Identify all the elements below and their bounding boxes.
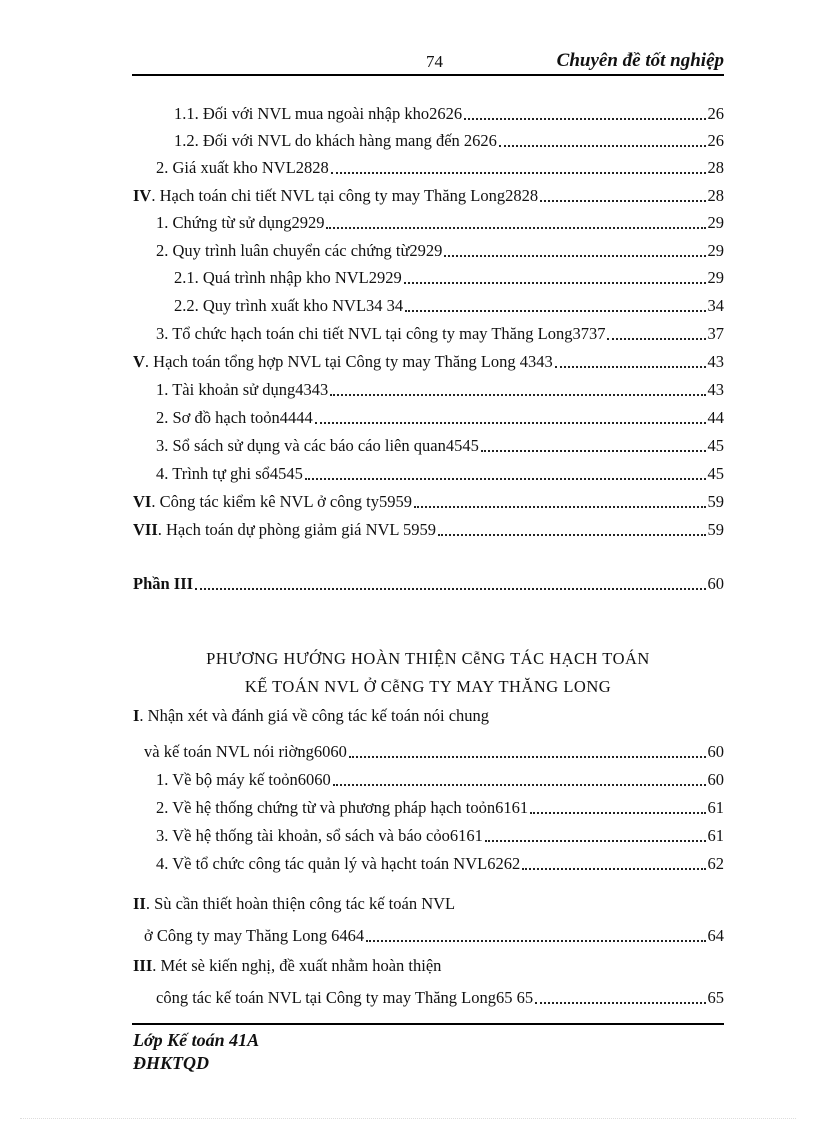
toc-entry-number: I xyxy=(133,706,140,725)
toc-entry-text: 2. Sơ đồ hạch toỏn4444 xyxy=(156,408,313,427)
leader-dots xyxy=(349,742,706,758)
toc-entry-page: 59 xyxy=(707,492,724,511)
leader-dots xyxy=(405,296,705,312)
leader-dots xyxy=(333,770,706,786)
leader-dots xyxy=(404,268,706,284)
toc-entry-page: 43 xyxy=(707,352,724,371)
toc-entry-text: 1.1. Đối với NVL mua ngoài nhập kho2626 xyxy=(174,104,463,123)
leader-dots xyxy=(195,574,705,590)
toc-entry-number: II xyxy=(133,894,146,913)
footer-university: ĐHKTQD xyxy=(133,1053,209,1073)
toc-entry-page: 34 xyxy=(707,296,724,315)
toc-entry-text: . Nhận xét và đánh giá về công tác kế toán nói chung xyxy=(139,706,490,725)
leader-dots xyxy=(555,352,706,368)
page-edge xyxy=(20,1118,796,1119)
page-number: 74 xyxy=(426,52,443,71)
toc-entry[interactable] xyxy=(144,734,724,762)
leader-dots xyxy=(485,826,706,842)
toc-part-heading[interactable] xyxy=(133,566,724,594)
toc-entry[interactable] xyxy=(133,512,724,540)
leader-dots xyxy=(444,241,705,257)
toc-entry-text: 1. Tài khoản sử dụng4343 xyxy=(156,380,329,399)
toc-entry-text: . Hạch toán dự phòng giảm giá NVL 5959 xyxy=(157,520,437,539)
toc-entry[interactable] xyxy=(174,260,724,288)
toc-entry-text: . Công tác kiểm kê NVL ở công ty5959 xyxy=(151,492,412,511)
toc-entry-page: 60 xyxy=(707,742,724,761)
toc-entry-text: 3. Sổ sách sử dụng và các báo cáo liên quan4545 xyxy=(156,436,479,455)
toc-entry-text: . Sù cần thiết hoàn thiện công tác kế toán NVL xyxy=(145,894,456,913)
toc-entry[interactable] xyxy=(174,288,724,316)
toc-entry[interactable] xyxy=(156,150,724,178)
leader-dots xyxy=(438,520,705,536)
leader-dots xyxy=(330,380,705,396)
toc-entry-text: và kế toán NVL nói riờng6060 xyxy=(144,742,347,761)
toc-entry-text: ở Công ty may Thăng Long 6464 xyxy=(144,926,365,945)
toc-entry[interactable] xyxy=(156,846,724,874)
leader-dots xyxy=(331,158,706,174)
toc-entry[interactable] xyxy=(156,372,724,400)
toc-entry[interactable] xyxy=(133,344,724,372)
toc-entry-first-line[interactable] xyxy=(133,894,455,914)
toc-entry-text: 2. Về hệ thống chứng từ và phương pháp hạch toỏn6161 xyxy=(156,798,529,817)
leader-dots xyxy=(326,213,705,229)
footer-rule xyxy=(132,1023,724,1025)
toc-entry[interactable] xyxy=(156,762,724,790)
leader-dots xyxy=(540,186,705,202)
leader-dots xyxy=(305,464,706,480)
toc-entry[interactable] xyxy=(133,178,724,206)
toc-entry-text: 4. Về tổ chức công tác quản lý và hạcht toán NVL6262 xyxy=(156,854,521,873)
toc-entry-text: 2.1. Quá trình nhập kho NVL2929 xyxy=(174,268,402,287)
toc-entry-page: 44 xyxy=(707,408,724,427)
toc-entry-text: 3. Tổ chức hạch toán chi tiết NVL tại công ty may Thăng Long3737 xyxy=(156,324,606,343)
toc-entry[interactable] xyxy=(156,456,724,484)
toc-entry[interactable] xyxy=(156,205,724,233)
leader-dots xyxy=(607,324,705,340)
leader-dots xyxy=(366,926,705,942)
header-title: Chuyên đề tốt nghiệp xyxy=(556,50,724,71)
toc-entry-text: 2.2. Quy trình xuất kho NVL34 34 xyxy=(174,296,404,315)
leader-dots xyxy=(464,104,705,120)
toc-entry-page: 64 xyxy=(707,926,724,945)
toc-entry[interactable] xyxy=(156,400,724,428)
toc-entry-page: 65 xyxy=(707,988,724,1007)
toc-entry-number: III xyxy=(133,956,153,975)
toc-entry[interactable] xyxy=(156,316,724,344)
toc-entry-number: IV xyxy=(133,186,152,205)
toc-entry-page: 26 xyxy=(707,104,724,123)
toc-entry-page: 28 xyxy=(707,158,724,177)
toc-entry-number: VII xyxy=(133,520,158,539)
toc-entry-page: 62 xyxy=(707,854,724,873)
leader-dots xyxy=(535,988,705,1004)
toc-entry-page: 61 xyxy=(707,826,724,845)
toc-entry-text: 1. Chứng từ sử dụng2929 xyxy=(156,213,325,232)
toc-entry-page: 43 xyxy=(707,380,724,399)
toc-entry-number: V xyxy=(133,352,145,371)
toc-entry[interactable] xyxy=(174,96,724,124)
toc-part-number: Phần III xyxy=(133,574,194,593)
toc-entry-page: 45 xyxy=(707,464,724,483)
leader-dots xyxy=(530,798,705,814)
toc-entry-page: 45 xyxy=(707,436,724,455)
toc-entry[interactable] xyxy=(133,484,724,512)
toc-entry-first-line[interactable] xyxy=(133,706,489,726)
leader-dots xyxy=(481,436,706,452)
toc-entry-text: . Hạch toán chi tiết NVL tại công ty may Thăng Long2828 xyxy=(151,186,539,205)
footer-class: Lớp Kế toán 41A xyxy=(133,1030,260,1050)
toc-entry-text: . Hạch toán tổng hợp NVL tại Công ty may Thăng Long 4343 xyxy=(144,352,553,371)
toc-entry-text: 1. Về bộ máy kế toỏn6060 xyxy=(156,770,331,789)
toc-entry-page: 29 xyxy=(707,268,724,287)
toc-entry-text: 2. Quy trình luân chuyển các chứng từ2929 xyxy=(156,241,443,260)
toc-entry-page: 60 xyxy=(707,770,724,789)
toc-entry-text: công tác kế toán NVL tại Công ty may Thăng Long65 65 xyxy=(156,988,534,1007)
toc-entry-text: 3. Về hệ thống tài khoản, sổ sách và báo cỏo6161 xyxy=(156,826,483,845)
toc-entry-page: 37 xyxy=(707,324,724,343)
toc-entry-page: 29 xyxy=(707,241,724,260)
toc-entry-first-line[interactable] xyxy=(133,956,441,976)
toc-entry[interactable] xyxy=(156,818,724,846)
toc-entry-text: . Mét sè kiến nghị, đề xuất nhằm hoàn thiện xyxy=(152,956,442,975)
toc-entry[interactable] xyxy=(156,980,724,1008)
toc-entry-page: 29 xyxy=(707,213,724,232)
toc-entry-text: 1.2. Đối với NVL do khách hàng mang đến 2626 xyxy=(174,131,497,150)
toc-entry[interactable] xyxy=(156,233,724,261)
toc-entry-number: VI xyxy=(133,492,152,511)
leader-dots xyxy=(499,131,706,147)
toc-entry-page: 59 xyxy=(707,520,724,539)
toc-entry[interactable] xyxy=(174,123,724,151)
leader-dots xyxy=(522,854,705,870)
toc-entry-page: 28 xyxy=(707,186,724,205)
leader-dots xyxy=(315,408,706,424)
toc-entry-text: 4. Trình tự ghi sổ4545 xyxy=(156,464,303,483)
toc-entry-page: 60 xyxy=(707,574,724,593)
toc-entry-page: 61 xyxy=(707,798,724,817)
toc-entry[interactable] xyxy=(156,790,724,818)
part-title-line-1: PHƯƠNG HƯỚNG HOÀN THIỆN CễNG TÁC HẠCH TOÁN xyxy=(206,649,650,668)
leader-dots xyxy=(414,492,706,508)
header-rule xyxy=(132,74,724,76)
toc-entry-page: 26 xyxy=(707,131,724,150)
part-title-line-2: KẾ TOÁN NVL Ở CễNG TY MAY THĂNG LONG xyxy=(244,677,612,696)
toc-entry[interactable] xyxy=(156,428,724,456)
toc-entry[interactable] xyxy=(144,918,724,946)
toc-entry-text: 2. Giá xuất kho NVL2828 xyxy=(156,158,329,177)
